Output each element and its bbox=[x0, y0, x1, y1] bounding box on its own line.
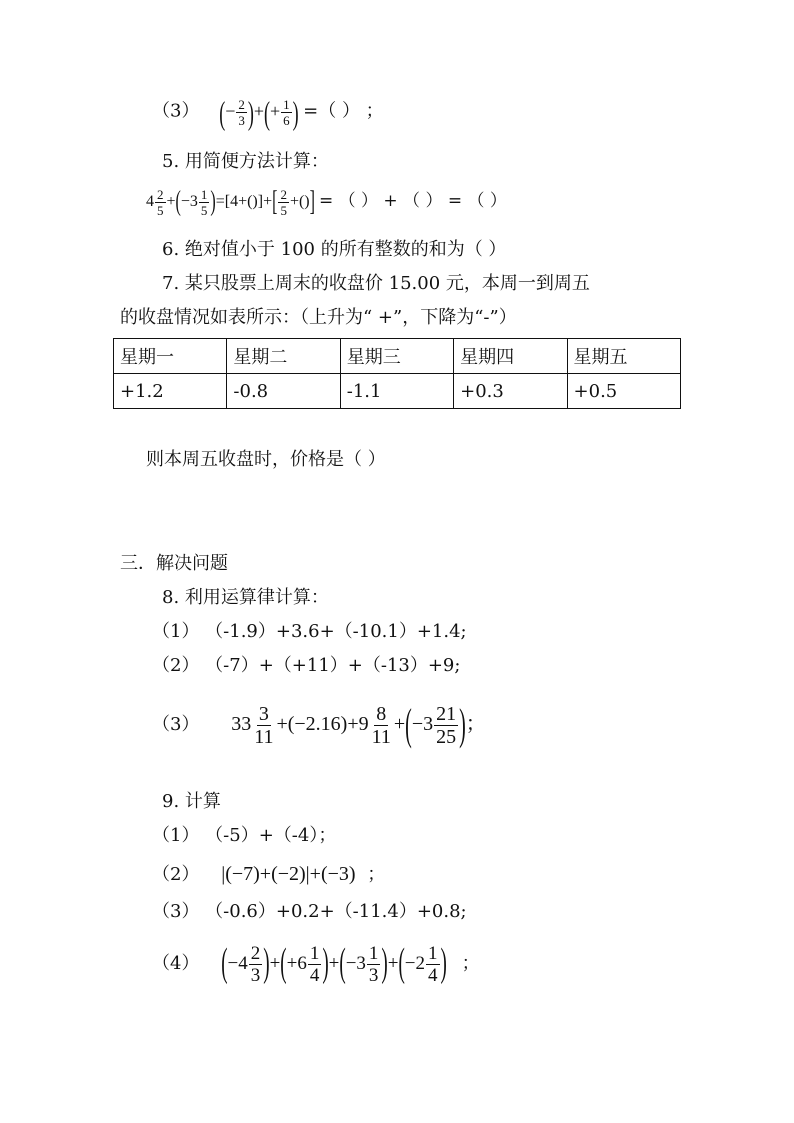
q3-tail: =（ ） ； bbox=[303, 100, 384, 122]
q5-expression: 4 $\frac{2}{5}$ +(−3 $\frac{1}{5}$ )=[4+()]+[ $\frac{2}{5}$ +()] = （ ） + （ ） = （ ） bbox=[146, 186, 507, 218]
q7-line2: 的收盘情况如表所示：（上升为“ +”，下降为“-”） bbox=[120, 307, 517, 328]
stock-table bbox=[113, 338, 681, 409]
table-cell: -1.1 bbox=[340, 374, 453, 409]
q8-item-1: （1） （-1.9）+3.6+（-10.1）+1.4; bbox=[152, 621, 467, 642]
table-header-cell: 星期四 bbox=[454, 339, 567, 374]
q5-prompt: 5. 用简便方法计算： bbox=[162, 151, 329, 172]
section-heading: 三．解决问题 bbox=[120, 553, 228, 574]
q7-line1: 7. 某只股票上周末的收盘价 15.00 元，本周一到周五 bbox=[162, 273, 590, 294]
q9-2-expression: |(−7)+(−2)|+(−3) bbox=[221, 863, 356, 885]
q3-label: （3） bbox=[152, 100, 200, 122]
table-cell: -0.8 bbox=[227, 374, 340, 409]
table-cell: +0.5 bbox=[567, 374, 680, 409]
q9-item-4: （4） (−4 $\frac{2}{3}$ )+(+6 $\frac{1}{4}$ )+(−3 $\frac{1}{3}$ )+(−2 $\frac{1}{4}$ ) ； bbox=[152, 941, 480, 986]
q8-prompt: 8. 利用运算律计算： bbox=[162, 587, 329, 608]
table-header-cell: 星期三 bbox=[340, 339, 453, 374]
table-header-cell: 星期二 bbox=[227, 339, 340, 374]
q6-text: 6. 绝对值小于 100 的所有整数的和为（ ） bbox=[162, 239, 507, 260]
q8-3-label: （3） bbox=[152, 714, 200, 736]
q8-item-2: （2） （-7）+（+11）+（-13）+9; bbox=[152, 655, 461, 676]
q8-item-3 bbox=[152, 701, 486, 750]
q9-2-label: （2） bbox=[152, 864, 200, 885]
table-cell: +0.3 bbox=[454, 374, 567, 409]
q9-item-3: （3） （-0.6）+0.2+（-11.4）+0.8; bbox=[152, 901, 467, 922]
q8-3-expression: 33 $\frac{3}{11}$ +(−2.16)+9 $\frac{8}{11}$ +(−3 $\frac{21}{25}$ )； bbox=[231, 701, 486, 750]
table-header-cell: 星期五 bbox=[567, 339, 680, 374]
table-row bbox=[114, 374, 681, 409]
table-header-row bbox=[114, 339, 681, 374]
q9-4-expression: (−4 $\frac{2}{3}$ )+(+6 $\frac{1}{4}$ )+(−3 $\frac{1}{3}$ )+(−2 $\frac{1}{4}$ ) bbox=[221, 941, 447, 986]
q3-expression: (− $\frac{2}{3}$ )+(+ $\frac{1}{6}$ ) bbox=[219, 94, 299, 131]
table-cell: +1.2 bbox=[114, 374, 227, 409]
q3-line bbox=[152, 94, 384, 131]
q9-prompt: 9. 计算 bbox=[162, 791, 221, 812]
q9-4-label: （4） bbox=[152, 952, 200, 974]
q9-item-1: （1） （-5）+（-4）； bbox=[152, 825, 337, 846]
q7-answer: 则本周五收盘时，价格是（ ） bbox=[146, 449, 386, 470]
table-header-cell: 星期一 bbox=[114, 339, 227, 374]
q9-item-2: （2） |(−7)+(−2)|+(−3) ； bbox=[152, 863, 386, 885]
